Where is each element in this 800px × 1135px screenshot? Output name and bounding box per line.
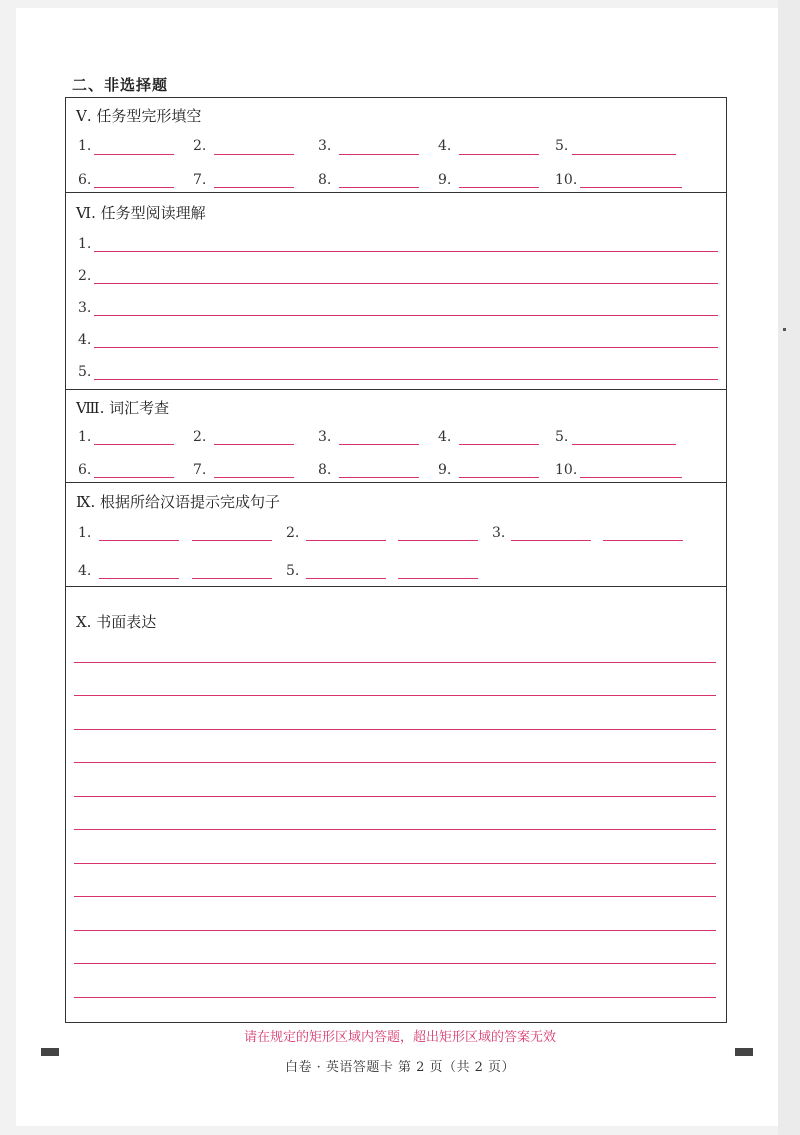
s5-label-1: 1.: [78, 138, 92, 154]
s6-label-2: 2.: [78, 268, 92, 284]
s5-blank-2[interactable]: [214, 154, 294, 155]
s8-blank-4[interactable]: [459, 444, 539, 445]
section-9-title: Ⅸ. 根据所给汉语提示完成句子: [76, 493, 281, 511]
writing-line[interactable]: [74, 863, 716, 864]
s6-answer-line-1[interactable]: [94, 251, 718, 252]
s6-answer-line-4[interactable]: [94, 347, 718, 348]
writing-line[interactable]: [74, 930, 716, 931]
s9-blank-4a[interactable]: [99, 578, 179, 579]
s6-answer-line-2[interactable]: [94, 283, 718, 284]
s8-blank-8[interactable]: [339, 477, 419, 478]
s5-label-4: 4.: [438, 138, 452, 154]
writing-line[interactable]: [74, 695, 716, 696]
s9-label-4: 4.: [78, 563, 92, 579]
writing-line[interactable]: [74, 762, 716, 763]
s8-label-4: 4.: [438, 429, 452, 445]
s8-label-2: 2.: [193, 429, 207, 445]
s8-blank-9[interactable]: [459, 477, 539, 478]
s5-blank-7[interactable]: [214, 187, 294, 188]
writing-line[interactable]: [74, 829, 716, 830]
s9-blank-3a[interactable]: [511, 540, 591, 541]
scan-speck: [783, 328, 786, 331]
writing-line[interactable]: [74, 796, 716, 797]
s6-label-4: 4.: [78, 332, 92, 348]
s9-label-1: 1.: [78, 525, 92, 541]
writing-line[interactable]: [74, 662, 716, 663]
section-6: [66, 192, 726, 389]
s9-blank-4b[interactable]: [192, 578, 272, 579]
writing-line[interactable]: [74, 729, 716, 730]
s5-blank-3[interactable]: [339, 154, 419, 155]
s9-blank-2a[interactable]: [306, 540, 386, 541]
s9-label-2: 2.: [286, 525, 300, 541]
s8-label-9: 9.: [438, 462, 452, 478]
s8-blank-7[interactable]: [214, 477, 294, 478]
s6-label-3: 3.: [78, 300, 92, 316]
s5-blank-9[interactable]: [459, 187, 539, 188]
s5-label-8: 8.: [318, 172, 332, 188]
s8-blank-10[interactable]: [580, 477, 682, 478]
scan-marker-right: [735, 1048, 753, 1056]
s5-blank-1[interactable]: [94, 154, 174, 155]
s9-blank-1b[interactable]: [192, 540, 272, 541]
s5-label-3: 3.: [318, 138, 332, 154]
s6-label-5: 5.: [78, 364, 92, 380]
s8-label-1: 1.: [78, 429, 92, 445]
writing-line[interactable]: [74, 896, 716, 897]
s5-blank-4[interactable]: [459, 154, 539, 155]
s5-blank-10[interactable]: [580, 187, 682, 188]
s8-label-7: 7.: [193, 462, 207, 478]
s8-label-10: 10.: [555, 462, 578, 478]
s5-label-6: 6.: [78, 172, 92, 188]
s9-label-3: 3.: [492, 525, 506, 541]
section-8: [66, 389, 726, 482]
answer-box: [65, 97, 727, 1023]
s5-label-5: 5.: [555, 138, 569, 154]
section-10: [66, 586, 726, 1022]
s5-blank-8[interactable]: [339, 187, 419, 188]
section-6-title: Ⅵ. 任务型阅读理解: [76, 204, 206, 222]
section-5: [66, 98, 726, 192]
s9-blank-5b[interactable]: [398, 578, 478, 579]
s8-blank-3[interactable]: [339, 444, 419, 445]
section-5-title: Ⅴ. 任务型完形填空: [76, 107, 202, 125]
s9-blank-5a[interactable]: [306, 578, 386, 579]
s5-label-2: 2.: [193, 138, 207, 154]
s6-label-1: 1.: [78, 236, 92, 252]
s8-blank-2[interactable]: [214, 444, 294, 445]
s6-answer-line-3[interactable]: [94, 315, 718, 316]
page-footer: 白卷 · 英语答题卡 第 2 页（共 2 页）: [284, 1060, 516, 1075]
notice-text: 请在规定的矩形区域内答题，超出矩形区域的答案无效: [243, 1030, 556, 1045]
s9-label-5: 5.: [286, 563, 300, 579]
s5-label-10: 10.: [555, 172, 578, 188]
section-10-title: Ⅹ. 书面表达: [76, 613, 157, 631]
s5-label-7: 7.: [193, 172, 207, 188]
s8-label-8: 8.: [318, 462, 332, 478]
page-edge: [778, 0, 800, 1135]
s6-answer-line-5[interactable]: [94, 379, 718, 380]
part-title: 二、非选择题: [72, 76, 169, 94]
s8-label-3: 3.: [318, 429, 332, 445]
s5-label-9: 9.: [438, 172, 452, 188]
s8-label-5: 5.: [555, 429, 569, 445]
s5-blank-5[interactable]: [572, 154, 676, 155]
s9-blank-3b[interactable]: [603, 540, 683, 541]
s8-label-6: 6.: [78, 462, 92, 478]
s5-blank-6[interactable]: [94, 187, 174, 188]
writing-line[interactable]: [74, 997, 716, 998]
section-8-title: Ⅷ. 词汇考查: [76, 399, 170, 417]
section-9: [66, 482, 726, 586]
s8-blank-5[interactable]: [572, 444, 676, 445]
s8-blank-6[interactable]: [94, 477, 174, 478]
s8-blank-1[interactable]: [94, 444, 174, 445]
s9-blank-2b[interactable]: [398, 540, 478, 541]
scan-marker-left: [41, 1048, 59, 1056]
s9-blank-1a[interactable]: [99, 540, 179, 541]
writing-line[interactable]: [74, 963, 716, 964]
